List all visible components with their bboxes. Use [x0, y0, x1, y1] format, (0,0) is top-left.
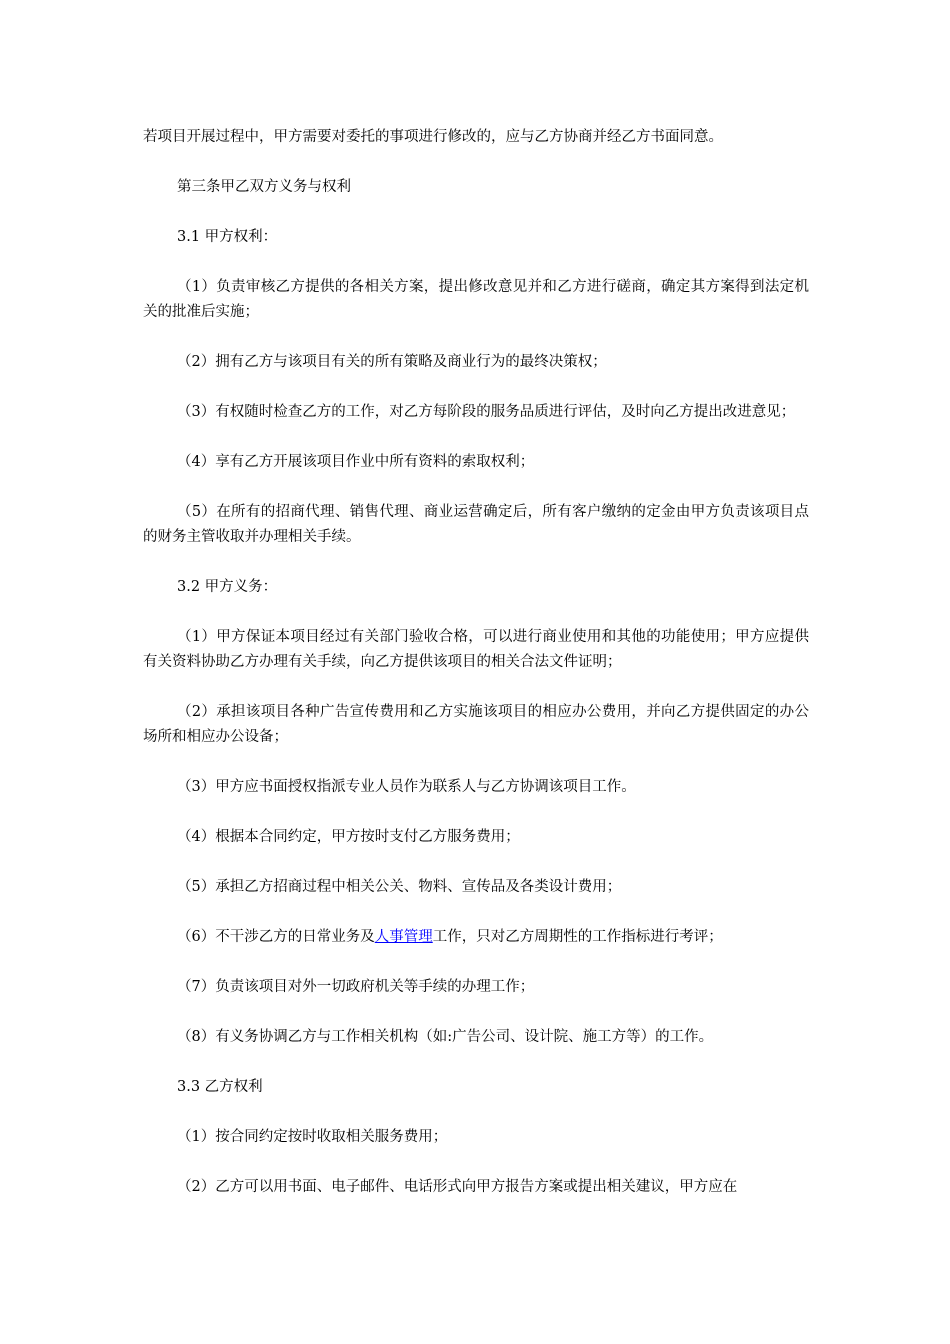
list-item: （1）甲方保证本项目经过有关部门验收合格，可以进行商业使用和其他的功能使用；甲方应提供有关资料协助乙方办理有关手续，向乙方提供该项目的相关合法文件证明；: [143, 629, 809, 670]
hr-management-link[interactable]: 人事管理: [374, 929, 433, 945]
document-body: [143, 125, 809, 1225]
list-item: （2）承担该项目各种广告宣传费用和乙方实施该项目的相应办公费用，并向乙方提供固定的办公场所和相应办公设备；: [143, 704, 809, 745]
list-item: （8）有义务协调乙方与工作相关机构（如:广告公司、设计院、施工方等）的工作。: [177, 1029, 714, 1045]
paragraph-intro: 若项目开展过程中，甲方需要对委托的事项进行修改的，应与乙方协商并经乙方书面同意。: [143, 129, 723, 145]
list-item: （4）享有乙方开展该项目作业中所有资料的索取权利；: [177, 454, 535, 470]
list-item-with-link: [143, 925, 809, 950]
list-item: （7）负责该项目对外一切政府机关等手续的办理工作；: [177, 979, 535, 995]
list-item: （3）甲方应书面授权指派专业人员作为联系人与乙方协调该项目工作。: [177, 779, 636, 795]
list-item: （1）负责审核乙方提供的各相关方案，提出修改意见并和乙方进行磋商，确定其方案得到法定机关的批准后实施；: [143, 279, 809, 320]
list-item: （4）根据本合同约定，甲方按时支付乙方服务费用；: [177, 829, 520, 845]
list-item: （2）乙方可以用书面、电子邮件、电话形式向甲方报告方案或提出相关建议，甲方应在: [177, 1179, 738, 1195]
list-item: （5）承担乙方招商过程中相关公关、物料、宣传品及各类设计费用；: [177, 879, 622, 895]
list-item: （1）按合同约定按时收取相关服务费用；: [177, 1129, 448, 1145]
section-heading-3-2: 3.2 甲方义务：: [177, 579, 278, 595]
list-item: （5）在所有的招商代理、销售代理、商业运营确定后，所有客户缴纳的定金由甲方负责该项目点的财务主管收取并办理相关手续。: [143, 504, 809, 545]
list-item: （3）有权随时检查乙方的工作，对乙方每阶段的服务品质进行评估，及时向乙方提出改进意见；: [177, 404, 796, 420]
section-heading-3-1: 3.1 甲方权利：: [177, 229, 278, 245]
list-item-text-after: 工作，只对乙方周期性的工作指标进行考评；: [432, 929, 723, 945]
article-heading: 第三条甲乙双方义务与权利: [177, 179, 351, 195]
list-item-text-before: （6）不干涉乙方的日常业务及: [177, 929, 375, 945]
list-item: （2）拥有乙方与该项目有关的所有策略及商业行为的最终决策权；: [177, 354, 607, 370]
section-heading-3-3: 3.3 乙方权利: [177, 1079, 263, 1095]
